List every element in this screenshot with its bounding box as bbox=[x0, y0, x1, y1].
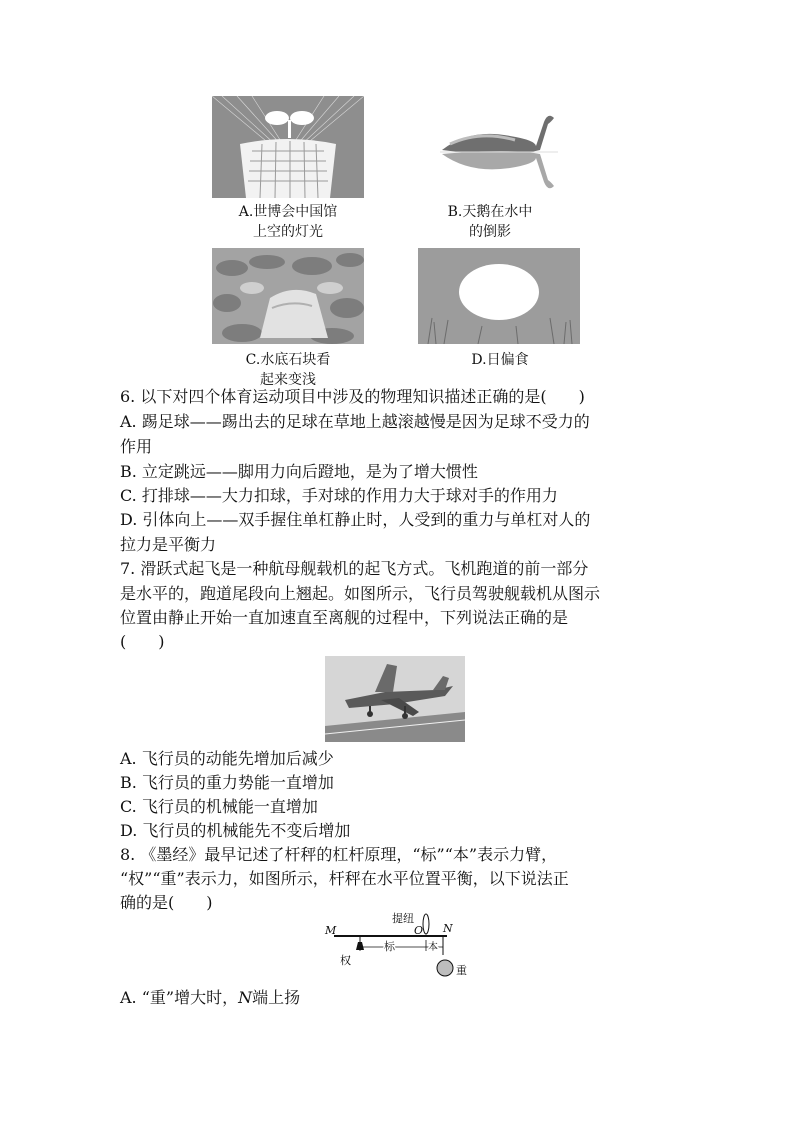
label-m: M bbox=[325, 924, 337, 937]
label-o: O bbox=[414, 924, 424, 937]
option-b-caption-line2: 的倒影 bbox=[469, 224, 511, 240]
q7-stem-line4: ( ) bbox=[120, 632, 165, 651]
q6-stem: 6. 以下对四个体育运动项目中涉及的物理知识描述正确的是( ) bbox=[120, 387, 585, 406]
q6-option-d-line1: D. 引体向上——双手握住单杠静止时，人受到的重力与单杠对人的 bbox=[120, 510, 591, 529]
q6-option-a-line1: A. 踢足球——踢出去的足球在草地上越滚越慢是因为足球不受力的 bbox=[120, 412, 590, 431]
q7-stem-line1: 7. 滑跃式起飞是一种航母舰载机的起飞方式。飞机跑道的前一部分 bbox=[120, 559, 589, 578]
q7-stem-line2: 是水平的，跑道尾段向上翘起。如图所示，飞行员驾驶舰载机从图示 bbox=[120, 584, 601, 603]
q8-stem-line3: 确的是( ) bbox=[120, 893, 213, 912]
option-c-caption-line2: 起来变浅 bbox=[260, 372, 316, 388]
option-c-caption-line1: C.水底石块看 bbox=[245, 352, 331, 368]
option-b-caption-line1: B.天鹅在水中 bbox=[447, 204, 533, 220]
option-d-caption: D.日偏食 bbox=[471, 352, 529, 368]
q8-option-a bbox=[120, 988, 300, 1008]
load-zhong bbox=[437, 960, 453, 976]
q7-option-a: A. 飞行员的动能先增加后减少 bbox=[120, 749, 334, 768]
q8-option-a-suffix: 端上扬 bbox=[252, 988, 301, 1007]
label-n: N bbox=[443, 922, 453, 935]
label-ben: 本 bbox=[428, 942, 438, 953]
steelyard-diagram bbox=[322, 910, 482, 985]
q6-option-a-line2: 作用 bbox=[120, 437, 153, 456]
label-biao: 标 bbox=[384, 940, 395, 953]
q6-option-b: B. 立定跳远——脚用力向后蹬地，是为了增大惯性 bbox=[120, 462, 478, 481]
label-zhong: 重 bbox=[456, 964, 467, 977]
photo-china-pavilion bbox=[212, 96, 364, 198]
q8-stem-line2: “权”“重”表示力，如图所示，杆秤在水平位置平衡，以下说法正 bbox=[120, 869, 569, 888]
photo-carrier-jet bbox=[325, 656, 465, 742]
photo-swan-reflection bbox=[440, 110, 558, 194]
q7-option-c: C. 飞行员的机械能一直增加 bbox=[120, 797, 318, 816]
q7-option-d: D. 飞行员的机械能先不变后增加 bbox=[120, 821, 351, 840]
photo-river-stones bbox=[212, 248, 364, 344]
lifting-cord-loop bbox=[423, 914, 429, 934]
option-a-caption-line1: A.世博会中国馆 bbox=[238, 204, 338, 220]
q7-option-b: B. 飞行员的重力势能一直增加 bbox=[120, 773, 334, 792]
q8-option-a-var: N bbox=[238, 988, 253, 1007]
label-quan: 权 bbox=[340, 954, 351, 967]
q6-option-d-line2: 拉力是平衡力 bbox=[120, 535, 217, 554]
q8-option-a-prefix: A. “重”增大时， bbox=[120, 988, 239, 1007]
option-a-caption-line2: 上空的灯光 bbox=[253, 224, 323, 240]
label-tizhu: 提纽 bbox=[392, 912, 414, 925]
q6-option-c: C. 打排球——大力扣球，手对球的作用力大于球对手的作用力 bbox=[120, 486, 558, 505]
photo-partial-solar-eclipse bbox=[418, 248, 580, 344]
q8-stem-line1: 8. 《墨经》最早记述了杆秤的杠杆原理，“标”“本”表示力臂， bbox=[120, 845, 558, 864]
q7-stem-line3: 位置由静止开始一直加速直至离舰的过程中，下列说法正确的是 bbox=[120, 608, 569, 627]
